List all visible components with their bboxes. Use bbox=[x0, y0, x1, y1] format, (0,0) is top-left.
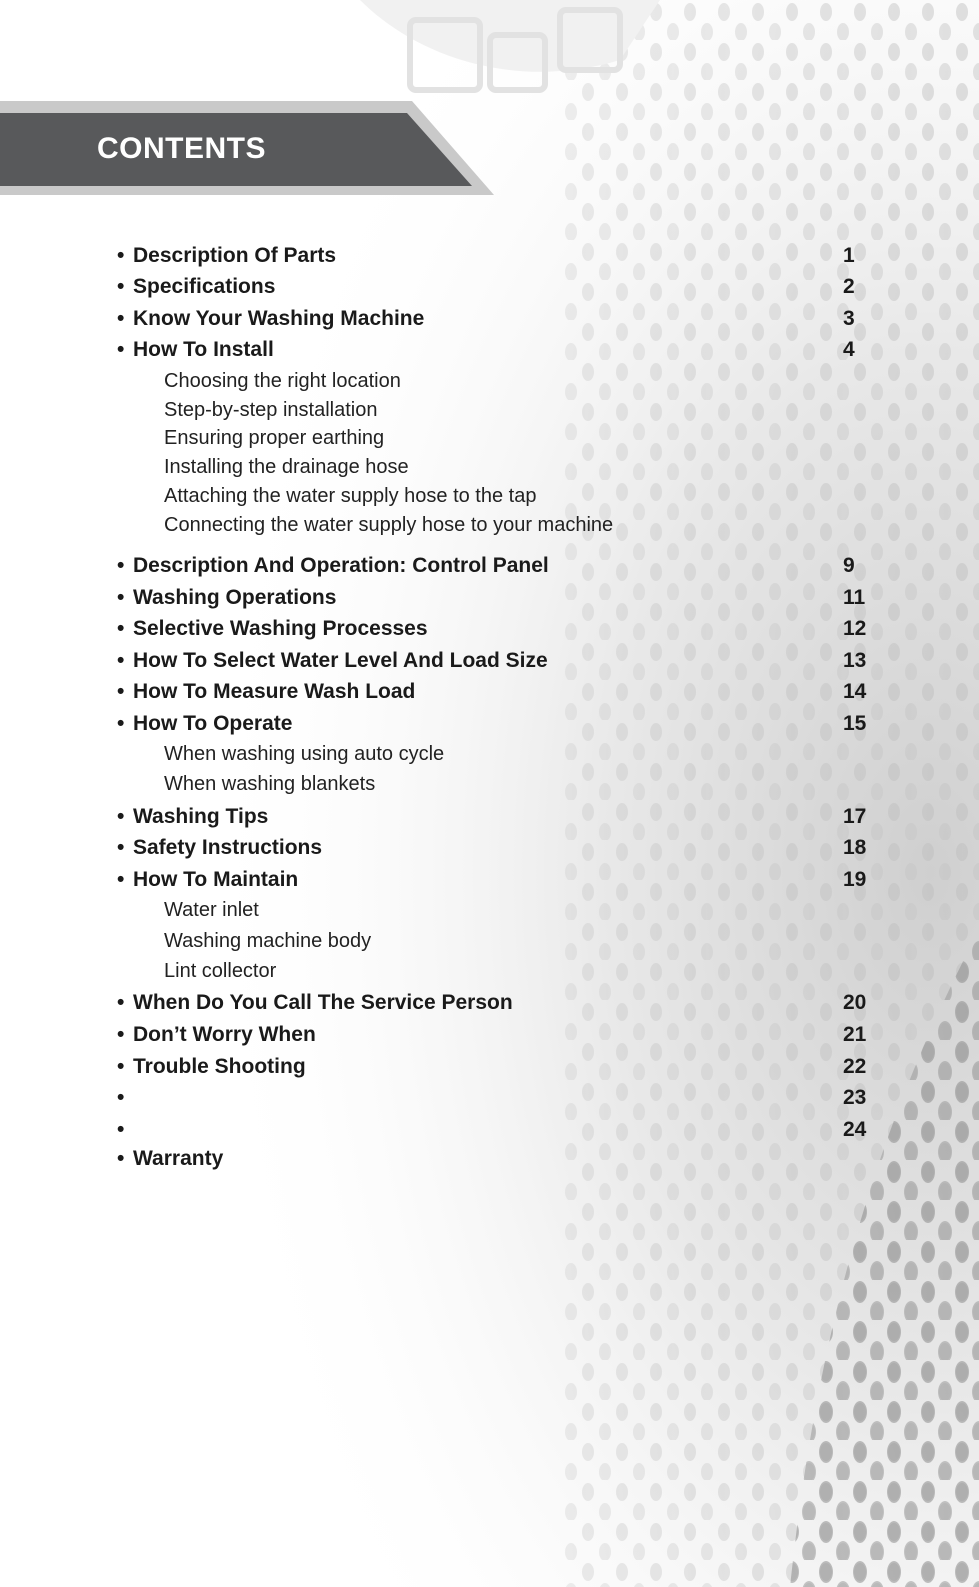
toc-entry-page: 22 bbox=[843, 1055, 867, 1078]
bullet: • bbox=[117, 712, 125, 735]
toc-entry bbox=[117, 1118, 877, 1148]
toc-entry-page: 4 bbox=[843, 338, 855, 361]
toc-entry-label: Safety Instructions bbox=[133, 836, 323, 859]
toc-entry-label: Trouble Shooting bbox=[133, 1055, 306, 1078]
bullet: • bbox=[117, 1023, 125, 1046]
toc-entry-page: 23 bbox=[843, 1086, 867, 1109]
toc-entry-page: 24 bbox=[843, 1118, 867, 1141]
page-title: CONTENTS bbox=[97, 132, 266, 165]
toc-entry-label: Selective Washing Processes bbox=[133, 617, 428, 640]
toc-entry bbox=[117, 868, 877, 898]
toc-subitem: When washing using auto cycle bbox=[164, 743, 445, 765]
toc-entry bbox=[117, 991, 877, 1021]
bullet: • bbox=[117, 805, 125, 828]
toc-entry bbox=[117, 805, 877, 835]
toc-subitem: Washing machine body bbox=[164, 930, 372, 952]
toc-subitem: Ensuring proper earthing bbox=[164, 427, 385, 449]
toc-entry-page: 21 bbox=[843, 1023, 867, 1046]
bullet: • bbox=[117, 244, 125, 267]
toc-entry-page: 9 bbox=[843, 554, 855, 577]
toc-entry-label: Washing Operations bbox=[133, 586, 337, 609]
toc-subitem: Connecting the water supply hose to your machine bbox=[164, 514, 614, 536]
toc-entry-label: How To Operate bbox=[133, 712, 293, 735]
toc-entry-page: 17 bbox=[843, 805, 867, 828]
toc-entry-label: How To Maintain bbox=[133, 868, 299, 891]
bullet: • bbox=[117, 1055, 125, 1078]
toc-entry-page: 2 bbox=[843, 275, 855, 298]
bullet: • bbox=[117, 338, 125, 361]
toc-subitem: Installing the drainage hose bbox=[164, 456, 409, 478]
toc-entry-page: 15 bbox=[843, 712, 867, 735]
bullet: • bbox=[117, 1086, 125, 1109]
toc-subitem: Choosing the right location bbox=[164, 370, 401, 392]
toc-entry bbox=[117, 712, 877, 742]
toc-entry-label: How To Install bbox=[133, 338, 274, 361]
toc-entry bbox=[117, 338, 877, 368]
bullet: • bbox=[117, 991, 125, 1014]
toc-entry-page: 12 bbox=[843, 617, 867, 640]
toc-entry-page: 11 bbox=[843, 586, 866, 609]
toc-entry-page: 3 bbox=[843, 307, 855, 330]
toc-subitem: Step-by-step installation bbox=[164, 399, 378, 421]
bullet: • bbox=[117, 586, 125, 609]
bullet: • bbox=[117, 275, 125, 298]
toc-entry-label: When Do You Call The Service Person bbox=[133, 991, 513, 1014]
toc-entry bbox=[117, 1086, 877, 1116]
toc-entry bbox=[117, 836, 877, 866]
bullet: • bbox=[117, 868, 125, 891]
bullet: • bbox=[117, 617, 125, 640]
toc-subitem: Attaching the water supply hose to the tap bbox=[164, 485, 537, 507]
bullet: • bbox=[117, 307, 125, 330]
toc-entry-page: 13 bbox=[843, 649, 867, 672]
bullet: • bbox=[117, 680, 125, 703]
toc-entry bbox=[117, 275, 877, 305]
toc-entry-page: 14 bbox=[843, 680, 867, 703]
toc-entry bbox=[117, 554, 877, 584]
table-of-contents bbox=[117, 0, 877, 1587]
bullet: • bbox=[117, 836, 125, 859]
toc-entry-label: How To Measure Wash Load bbox=[133, 680, 416, 703]
toc-entry bbox=[117, 680, 877, 710]
toc-subitem: Lint collector bbox=[164, 960, 277, 982]
bullet: • bbox=[117, 649, 125, 672]
bullet: • bbox=[117, 554, 125, 577]
toc-entry bbox=[117, 649, 877, 679]
toc-entry-page: 19 bbox=[843, 868, 867, 891]
toc-entry-label: Specifications bbox=[133, 275, 276, 298]
toc-entry-label: Description Of Parts bbox=[133, 244, 337, 267]
toc-entry-label: Know Your Washing Machine bbox=[133, 307, 425, 330]
toc-entry bbox=[117, 617, 877, 647]
toc-entry-page: 18 bbox=[843, 836, 867, 859]
toc-entry-page: 20 bbox=[843, 991, 867, 1014]
toc-entry bbox=[117, 244, 877, 274]
toc-subitem: Water inlet bbox=[164, 899, 259, 921]
bullet: • bbox=[117, 1118, 125, 1141]
bullet: • bbox=[117, 1147, 125, 1170]
toc-entry-label: Don’t Worry When bbox=[133, 1023, 316, 1046]
toc-entry bbox=[117, 307, 877, 337]
toc-entry-label: Warranty bbox=[133, 1147, 224, 1170]
toc-entry bbox=[117, 1023, 877, 1053]
toc-entry bbox=[117, 1147, 877, 1177]
toc-entry-label: Washing Tips bbox=[133, 805, 269, 828]
toc-entry bbox=[117, 1055, 877, 1085]
toc-subitem: When washing blankets bbox=[164, 773, 376, 795]
toc-entry bbox=[117, 586, 877, 616]
toc-entry-label: How To Select Water Level And Load Size bbox=[133, 649, 548, 672]
toc-entry-page: 1 bbox=[843, 244, 855, 267]
toc-entry-label: Description And Operation: Control Panel bbox=[133, 554, 549, 577]
